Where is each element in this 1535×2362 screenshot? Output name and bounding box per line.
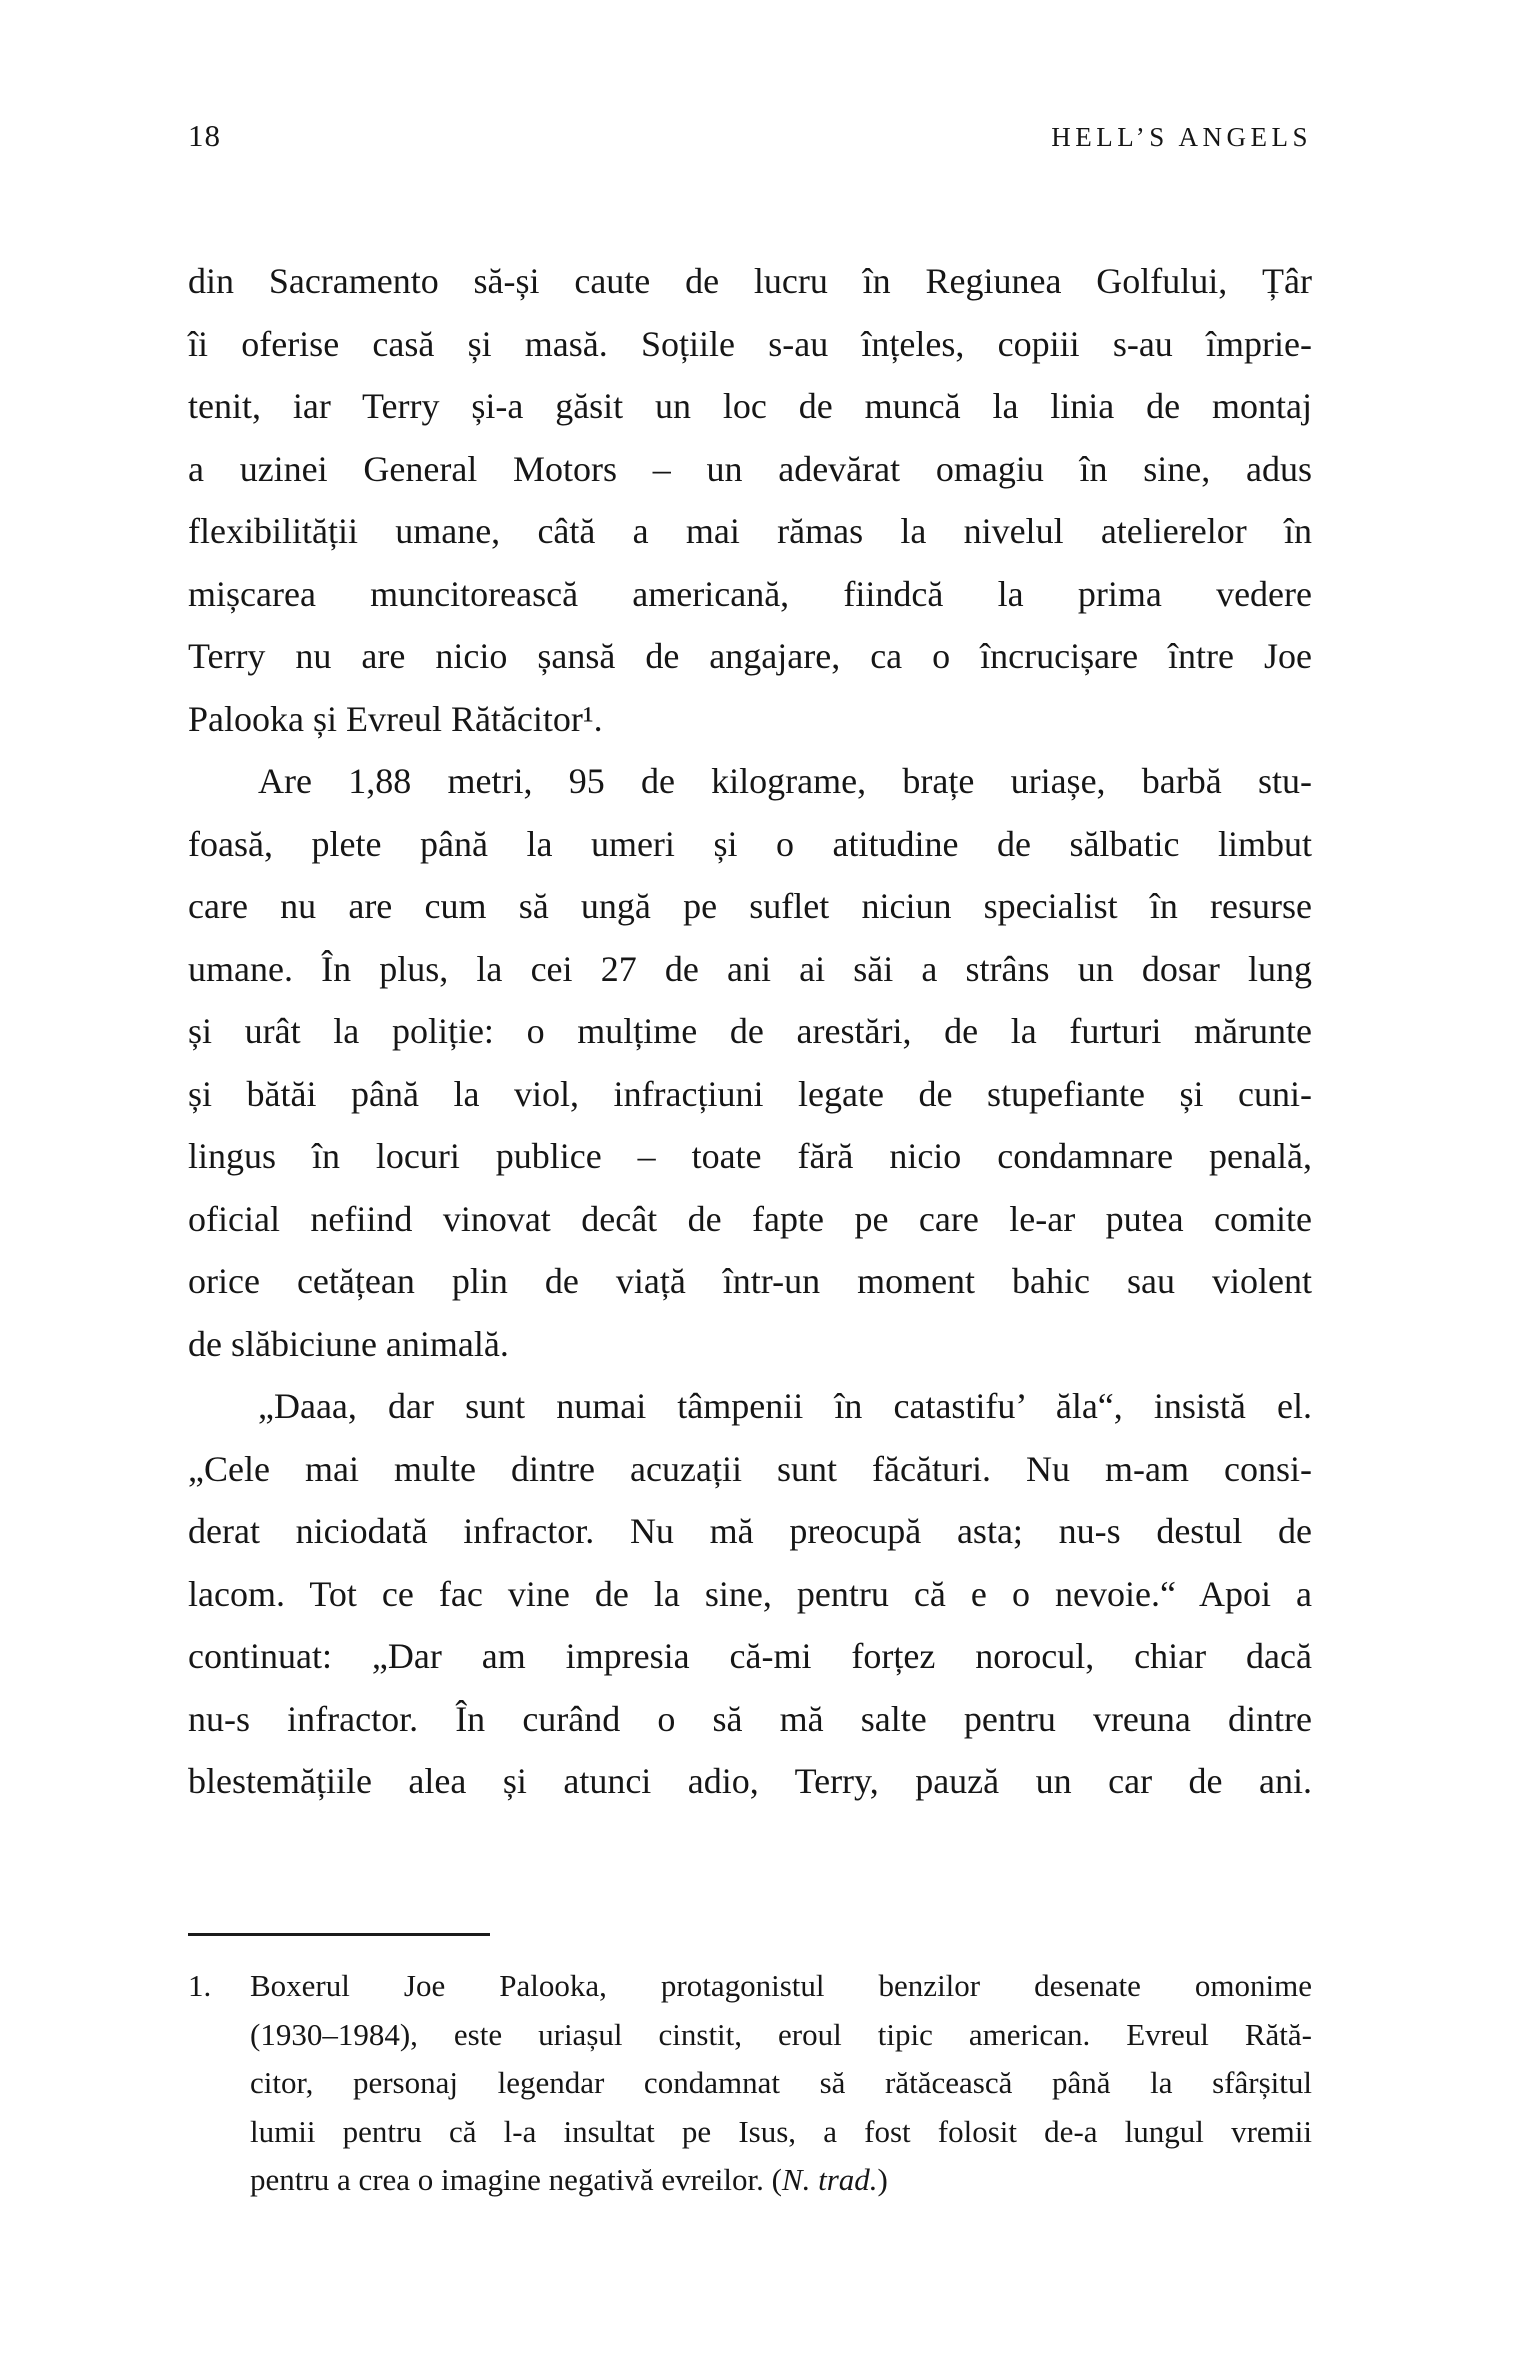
text-line: de slăbiciune animală. [188, 1323, 509, 1364]
running-header [188, 118, 1312, 154]
text-line: continuat: „Dar am impresia că-mi forțez norocul, chiar dacă [188, 1636, 1312, 1676]
footnote [188, 1962, 1312, 2205]
text-line: umane. În plus, la cei 27 de ani ai săi a strâns un dosar lung [188, 948, 1312, 989]
text-line: care nu are cum să ungă pe suflet niciun specialist în resurse [188, 886, 1312, 926]
text-line: nu-s infractor. În curând o să mă salte pentru vreuna dintre [188, 1698, 1312, 1739]
text-line: flexibilității umane, câtă a mai rămas la nivelul atelierelor în [188, 511, 1312, 551]
text-line: „Cele mai multe dintre acuzații sunt făcături. Nu m-am consi- [188, 1448, 1312, 1489]
text-line: a uzinei General Motors – un adevărat omagiu în sine, adus [188, 448, 1312, 489]
text-line: și bătăi până la viol, infracțiuni legate de stupefiante și cuni- [188, 1073, 1312, 1114]
footnote-marker: 1. [188, 1968, 212, 2003]
footnote-line: Boxerul Joe Palooka, protagonistul benzilor desenate omonime [250, 1968, 1312, 2003]
text-line: oficial nefiind vinovat decât de fapte pe care le-ar putea comite [188, 1198, 1312, 1239]
paragraph-1 [188, 250, 1312, 750]
text-line: Terry nu are nicio șansă de angajare, ca o încrucișare între Joe [188, 636, 1312, 676]
text-line: „Daaa, dar sunt numai tâmpenii în catastifu’ ăla“, insistă el. [258, 1386, 1312, 1426]
footnote-line: (1930–1984), este uriașul cinstit, eroul tipic american. Evreul Rătă- [250, 2016, 1312, 2052]
paragraph-2 [188, 750, 1312, 1375]
running-title: HELL’S ANGELS [1051, 122, 1312, 152]
text-line: Palooka și Evreul Rătăcitor¹. [188, 698, 603, 739]
footnote-translator-note: N. trad. [781, 2162, 878, 2197]
footnote-line: citor, personaj legendar condamnat să rătăcească până la sfârșitul [250, 2065, 1312, 2100]
text-line: lacom. Tot ce fac vine de la sine, pentru că e o nevoie.“ Apoi a [188, 1573, 1312, 1614]
text-line: tenit, iar Terry și-a găsit un loc de muncă la linia de montaj [188, 386, 1312, 426]
footnote-text [250, 1962, 1312, 2205]
page-number: 18 [188, 118, 221, 153]
text-line: blestemățiile alea și atunci adio, Terry, pauză un car de ani. [188, 1761, 1312, 1801]
text-line: lingus în locuri publice – toate fără nicio condamnare penală, [188, 1136, 1312, 1176]
text-line: îi oferise casă și masă. Soțiile s-au înțeles, copiii s-au împrie- [188, 323, 1312, 364]
text-line: și urât la poliție: o mulțime de arestări, de la furturi mărunte [188, 1011, 1312, 1051]
footnote-line-pre: pentru a crea o imagine negativă evreilor. ( [250, 2162, 782, 2197]
footnote-rule [188, 1933, 490, 1936]
text-line: derat niciodată infractor. Nu mă preocupă asta; nu-s destul de [188, 1511, 1312, 1551]
text-line: orice cetățean plin de viață într-un moment bahic sau violent [188, 1261, 1312, 1301]
footnote-line-post: ) [877, 2162, 888, 2197]
paragraph-3 [188, 1375, 1312, 1813]
text-line: mișcarea muncitorească americană, fiindcă la prima vedere [188, 573, 1312, 614]
footnote-line [250, 2156, 1312, 2205]
footnote-line: lumii pentru că l-a insultat pe Isus, a fost folosit de-a lungul vremii [250, 2113, 1312, 2149]
text-line: Are 1,88 metri, 95 de kilograme, brațe uriașe, barbă stu- [258, 761, 1312, 801]
text-line: foasă, plete până la umeri și o atitudine de sălbatic limbut [188, 823, 1312, 864]
text-line: din Sacramento să-și caute de lucru în Regiunea Golfului, Țâr [188, 261, 1312, 301]
body-text [188, 250, 1312, 1813]
